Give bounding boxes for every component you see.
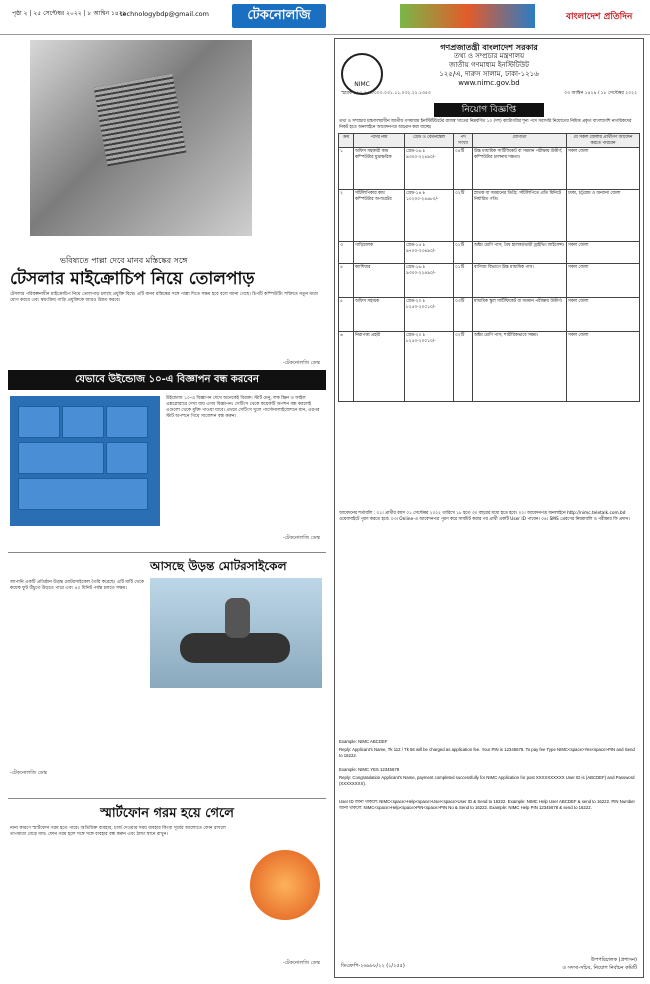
- cell-qual: মাধ্যমিক স্কুল সার্টিফিকেট বা সমমান পরীক্ষায় উত্তীর্ণ।: [473, 298, 567, 332]
- nimc-logo-label: NIMC: [354, 81, 370, 88]
- table-row: [339, 148, 640, 190]
- cell-post: নিরাপত্তা প্রহরী: [354, 332, 405, 402]
- cell-district: ঢাকা, চট্টগ্রাম ও অন্যান্য জেলা: [567, 190, 640, 242]
- page-header: [0, 0, 650, 35]
- motorcycle-byline: -টেকনোলজি ডেস্ক: [10, 770, 48, 776]
- cell-post: গাড়িচালক: [354, 242, 405, 264]
- start-tile: [62, 406, 104, 438]
- cell-grade: গ্রেড-১৪ ৳ ১০২০০-২৪৬৮০/-: [405, 190, 454, 242]
- notice-title: নিয়োগ বিজ্ঞপ্তি: [434, 103, 544, 117]
- nimc-logo: [341, 53, 383, 95]
- cell-no: ৫: [339, 298, 354, 332]
- chip-caption: ভবিষ্যতে পাল্লা দেবে মানব মস্তিষ্কের সঙ্গে: [60, 256, 188, 265]
- cell-district: সকল জেলা: [567, 242, 640, 264]
- chip-graphic: [94, 74, 187, 167]
- cell-count: ০৩টি: [454, 298, 473, 332]
- smartphone-article-title: স্মার্টফোন গরম হয়ে গেলে: [100, 806, 234, 821]
- cell-post: অফিস সহায়ক: [354, 298, 405, 332]
- flying-motorcycle-image: [150, 578, 322, 688]
- start-tile: [106, 442, 148, 474]
- start-tile: [18, 478, 148, 510]
- start-tile: [18, 406, 60, 438]
- motorcycle-article-body: জাপানি একটি প্রতিষ্ঠান উড়ন্ত মোটরসাইকেল তৈরি করেছে। এটি মাটি থেকে কয়েক ফুট উঁচুতে উড়তে পারে এবং ৪০ মিনিট পর্যন্ত চলতে সক্ষম।: [10, 580, 145, 591]
- cell-district: সকল জেলা: [567, 298, 640, 332]
- recruitment-notice: [334, 38, 644, 978]
- cell-count: ০৪টি: [454, 148, 473, 190]
- cell-grade: গ্রেড-২০ ৳ ৮২৫০-২০০১০/-: [405, 298, 454, 332]
- table-row: [339, 332, 640, 402]
- col-header: যোগ্যতা: [473, 134, 567, 148]
- start-tile: [18, 442, 104, 474]
- notice-intro: তথ্য ও সম্প্রচার মন্ত্রণালয়াধীন জাতীয় গণমাধ্যম ইনস্টিটিউটের রাজস্ব খাতের নিম্নবর্ণিত ১০ (দশ) ক্যাটাগরির শূন্য পদে সরাসরি নিয়োগের নিমিত্ত প্রকৃত বাংলাদেশি নাগরিকদের নিকট হতে অনলাইনে আবেদনপত্র আহ্বান করা যাচ্ছে।: [339, 119, 632, 130]
- cell-no: ১: [339, 148, 354, 190]
- smartphone-article-body: নানা কারণে স্মার্টফোন গরম হতে পারে। অতিরিক্ত ব্যবহার, চার্জ দেওয়ার সময় ব্যবহার কিংবা সূর্যের আলোতে ফোন রাখলে তাপমাত্রা বেড়ে যায়। ফোন গরম হলে সঙ্গে সঙ্গে ব্যবহার বন্ধ করুন এবং ঠান্ডা স্থানে রাখুন।: [10, 826, 226, 837]
- divider: [8, 798, 326, 799]
- sms-reply-2: Reply: Congratulation Applicant's Name, payment completed successfully for NIMC Application for post XXXXXXXXXX User ID is (ABCDEF) and Password (XXXXXXXX).: [339, 775, 635, 786]
- col-header: পদের নাম: [354, 134, 405, 148]
- section-email[interactable]: technologybdp@gmail.com: [120, 10, 209, 18]
- table-row: [339, 242, 640, 264]
- cell-district: সকল জেলা: [567, 264, 640, 298]
- cell-grade: গ্রেড-১৬ ৳ ৯৩০০-২২৪৯০/-: [405, 264, 454, 298]
- cell-count: ০১টি: [454, 242, 473, 264]
- cell-qual: বাণিজ্য বিভাগে উচ্চ মাধ্যমিক পাস।: [473, 264, 567, 298]
- cell-post: অফিস সহকারী কাম কম্পিউটার মুদ্রাক্ষরিক: [354, 148, 405, 190]
- microchip-image: [30, 40, 252, 236]
- cell-district: সকল জেলা: [567, 148, 640, 190]
- cell-no: ৩: [339, 242, 354, 264]
- cell-post: ক্যাশিয়ার: [354, 264, 405, 298]
- cell-grade: গ্রেড-১৬ ৳ ৯৩০০-২২৪৯০/-: [405, 148, 454, 190]
- tesla-article-body: টেসলার পরিকল্পনাধীন মাইক্রোচিপ নিয়ে তোলপাড় চলছে প্রযুক্তি বিশ্বে। এটি মানব মস্তিষ্কের সঙ্গে পাল্লা দিতে সক্ষম হবে বলে জানা গেছে। চিপটি কম্পিউটিং শক্তিতে নতুন মাত্রা যোগ করবে এবং স্বয়ংক্রিয় গাড়ি প্রযুক্তিকে আরও উন্নত করবে।: [10, 292, 318, 303]
- brand-color-bar: [400, 4, 535, 28]
- tesla-headline: টেসলার মাইক্রোচিপ নিয়ে তোলপাড়: [10, 269, 255, 289]
- windows-article-title: যেভাবে উইন্ডোজ ১০-এ বিজ্ঞাপন বন্ধ করবেন: [8, 370, 326, 390]
- windows-screenshot-image: [10, 396, 160, 526]
- start-tile: [106, 406, 148, 438]
- col-header: গ্রেড ও বেতনস্কেল: [405, 134, 454, 148]
- rider-shape: [225, 598, 250, 638]
- hot-phone-image: [250, 850, 320, 920]
- section-logo: টেকনোলজি: [232, 4, 326, 28]
- cell-post: সাঁটলিপিকার কাম কম্পিউটার অপারেটর: [354, 190, 405, 242]
- table-row: [339, 298, 640, 332]
- memo-number: স্মারক : ১৫.৫৫.০০০০.০৩১.১১.০৩২.২২.১৩৫৩: [341, 91, 431, 96]
- sms-example-2: Example: NIMC YES 12345678: [339, 767, 400, 772]
- cell-qual: অষ্টম শ্রেণি পাস; বৈধ হালকা/ভারী ড্রাইভিং লাইসেন্স।: [473, 242, 567, 264]
- signatory-title: উপপরিচালক (প্রশাসন): [590, 957, 637, 963]
- sms-example-1: Example: NIMC ABCDEF: [339, 739, 388, 744]
- col-header: যে সকল জেলার প্রার্থীগণ আবেদন করতে পারবেন: [567, 134, 640, 148]
- memo-row: [335, 88, 643, 99]
- cell-qual: অষ্টম শ্রেণি পাস; শারীরিকভাবে সক্ষম।: [473, 332, 567, 402]
- cell-count: ০১টি: [454, 264, 473, 298]
- table-row: [339, 264, 640, 298]
- windows-article-body: উইন্ডোজ ১০-এ বিজ্ঞাপন দেখে অনেকেই বিরক্ত। স্টার্ট মেনু, লক স্ক্রিন ও ফাইল এক্সপ্লোরারে দেখা যায় এসব বিজ্ঞাপন। সেটিংস থেকে কয়েকটি অপশন বন্ধ করলেই এগুলো থেকে মুক্তি পাওয়া যাবে। প্রথমে সেটিংস খুলে পার্সোনালাইজেশনে যান, এরপর স্টার্ট অপশনে গিয়ে সাজেশন বন্ধ করুন।: [166, 396, 320, 419]
- posts-table: [338, 133, 640, 402]
- gov-line-4: ১২৫/এ, দারুস সালাম, ঢাকা-১২১৬: [439, 70, 539, 78]
- col-header: ক্রম: [339, 134, 354, 148]
- sms-reply-1: Reply: Applicant's Name, Tk 112 / Tk 56 will be charged as application fee. Your PIN is 12345678. To pay fee Type NIMC<space>Yes<space>PIN and Send to 16222.: [339, 747, 635, 758]
- notice-date: ০৩ আশ্বিন ১৪২৯ / ১৮ সেপ্টেম্বর ২০২২: [564, 91, 637, 96]
- cell-no: ৪: [339, 264, 354, 298]
- cell-count: ০২টি: [454, 332, 473, 402]
- cell-no: ৬: [339, 332, 354, 402]
- cell-no: ২: [339, 190, 354, 242]
- gov-line-5[interactable]: www.nimc.gov.bd: [458, 79, 520, 87]
- dfp-reference: ডিএফপি-২৬৯৮৮/২২ (১/২৫৫): [341, 963, 405, 969]
- gov-line-2: তথ্য ও সম্প্রচার মন্ত্রণালয়: [453, 52, 525, 60]
- table-row: [339, 190, 640, 242]
- tesla-byline: -টেকনোলজি ডেস্ক: [282, 360, 320, 366]
- sms-lost-credentials: User ID জানা থাকলে: NIMC<space>Help<space>User<space>User ID & Send to 16222. Example: NIMC Help User ABCDEF & send to 16222. PIN Number জানা থাকলে: NIMC<space>Help<space>PIN<space>PIN No & Send to 16222. Example: NIMC Help PIN 12345678 & send to 16222.: [339, 799, 635, 810]
- col-header: পদ সংখ্যা: [454, 134, 473, 148]
- cell-district: সকল জেলা: [567, 332, 640, 402]
- cell-count: ০২টি: [454, 190, 473, 242]
- gov-line-1: গণপ্রজাতন্ত্রী বাংলাদেশ সরকার: [440, 43, 538, 52]
- motorcycle-article-title: আসছে উড়ন্ত মোটরসাইকেল: [150, 559, 287, 573]
- page-info: পৃষ্ঠা ২ | ২৫ সেপ্টেম্বর ২০২২ | ৮ আশ্বিন ১৪২৯: [12, 10, 127, 17]
- cell-qual: স্নাতক বা সমমানের ডিগ্রি; সাঁটলিপিতে প্রতি মিনিটে নির্ধারিত গতি।: [473, 190, 567, 242]
- signature-block: [562, 957, 637, 973]
- cell-grade: গ্রেড-২০ ৳ ৮২৫০-২০০১০/-: [405, 332, 454, 402]
- cell-grade: গ্রেড-১৫ ৳ ৯৭০০-২৩৪৯০/-: [405, 242, 454, 264]
- cell-qual: উচ্চ মাধ্যমিক সার্টিফিকেট বা সমমান পরীক্ষায় উত্তীর্ণ; কম্পিউটার চালনায় দক্ষতা।: [473, 148, 567, 190]
- windows-byline: -টেকনোলজি ডেস্ক: [282, 535, 320, 541]
- divider: [8, 552, 326, 553]
- posts-table-header: [339, 134, 640, 148]
- smartphone-byline: -টেকনোলজি ডেস্ক: [282, 960, 320, 966]
- application-instructions: আবেদনের শর্তাবলি : ০১। প্রার্থীর বয়স ০১ সেপ্টেম্বর ২০২২ তারিখে ১৮ হতে ৩০ বছরের মধ্যে হতে হবে। ০২। আবেদনপত্র অনলাইনে http://nimc.teletalk.com.bd ওয়েবসাইটে পূরণ করতে হবে। ০৩। Online-এ আবেদনপত্র পূরণ করে সাবমিট করার পর প্রার্থী একটি User ID পাবেন। ০৪। SMS প্রেরণের নিয়মাবলি ও পরীক্ষার ফি প্রদান।: [339, 511, 630, 522]
- gov-line-3: জাতীয় গণমাধ্যম ইনস্টিটিউট: [449, 61, 529, 69]
- paper-logo: বাংলাদেশ প্রতিদিন: [566, 12, 633, 22]
- signatory-org: ও সদস্য-সচিব, নিয়োগ নির্বাচন কমিটি: [562, 965, 637, 971]
